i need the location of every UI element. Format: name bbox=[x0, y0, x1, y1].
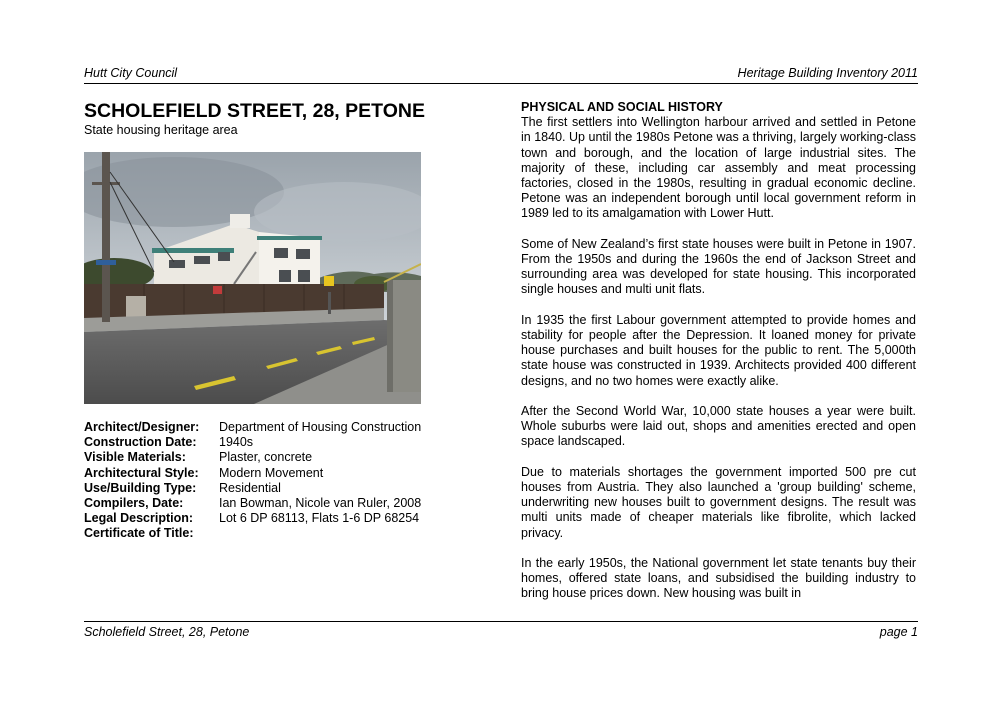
detail-value: Modern Movement bbox=[219, 465, 324, 480]
page-number: page 1 bbox=[879, 625, 918, 639]
footer-address: Scholefield Street, 28, Petone bbox=[84, 625, 250, 639]
page-footer bbox=[84, 621, 918, 642]
detail-use-type bbox=[84, 481, 421, 496]
detail-value: 1940s bbox=[219, 435, 254, 450]
detail-construction-date bbox=[84, 435, 421, 450]
detail-label: Architectural Style: bbox=[84, 465, 199, 480]
building-photo bbox=[84, 152, 421, 404]
detail-materials bbox=[84, 450, 421, 465]
detail-label: Certificate of Title: bbox=[84, 526, 194, 541]
detail-value: Plaster, concrete bbox=[219, 450, 313, 465]
header-document-title: Heritage Building Inventory 2011 bbox=[737, 66, 918, 80]
history-paragraph: Due to materials shortages the government imported 500 pre cut houses from Austria. They also launched a 'group building' scheme, underwriting new houses built to government designs. The result was multi units made of cheaper materials like fibrolite, which lacked privacy. bbox=[521, 464, 916, 540]
history-section bbox=[521, 100, 916, 617]
detail-label: Compilers, Date: bbox=[84, 496, 184, 511]
detail-certificate-of-title bbox=[84, 526, 421, 541]
detail-architect bbox=[84, 420, 421, 435]
detail-value: Department of Housing Construction bbox=[219, 420, 422, 434]
header-organisation: Hutt City Council bbox=[84, 66, 178, 80]
history-paragraph: Some of New Zealand’s first state houses were built in Petone in 1907. From the 1950s and during the 1960s the end of Jackson Street and surrounding area was developed for state housing. This incorporated single houses and multi unit flats. bbox=[521, 236, 916, 297]
detail-compilers bbox=[84, 496, 421, 511]
page-subtitle: State housing heritage area bbox=[84, 123, 238, 137]
history-paragraph: The first settlers into Wellington harbour arrived and settled in Petone in 1840. Up until the 1980s Petone was a thriving, largely working-class town and borough, and the location of large industrial sites. The majority of these, including car assembly and meat processing factories, closed in the 1980s, resulting in gradual economic decline. Petone was an independent borough until local government reform in 1989 led to its amalgamation with Lower Hutt. bbox=[521, 115, 916, 221]
detail-value: Ian Bowman, Nicole van Ruler, 2008 bbox=[219, 496, 422, 511]
detail-label: Construction Date: bbox=[84, 435, 197, 450]
detail-label: Architect/Designer: bbox=[84, 420, 200, 434]
page-header bbox=[84, 66, 918, 84]
history-paragraph: In the early 1950s, the National government let state tenants buy their homes, offered state loans, and subsidised the building industry to bring house prices down. New housing was built in bbox=[521, 556, 916, 601]
building-details bbox=[84, 420, 421, 542]
page-title: SCHOLEFIELD STREET, 28, PETONE bbox=[84, 100, 425, 122]
history-paragraph: After the Second World War, 10,000 state houses a year were built. Whole suburbs were laid out, shops and amenities erected and open space landscaped. bbox=[521, 404, 916, 449]
detail-label: Legal Description: bbox=[84, 511, 194, 526]
detail-label: Use/Building Type: bbox=[84, 480, 197, 495]
detail-style bbox=[84, 466, 421, 481]
detail-legal-description bbox=[84, 511, 421, 526]
detail-value: Residential bbox=[219, 480, 281, 495]
detail-label: Visible Materials: bbox=[84, 450, 186, 465]
history-heading: PHYSICAL AND SOCIAL HISTORY bbox=[521, 100, 723, 114]
history-paragraph: In 1935 the first Labour government attempted to provide homes and stability for people after the Depression. It loaned money for private house purchases and built houses for the public to rent. The 5,000th state house was constructed in 1939. Architects provided 400 different designs, and no two homes were exactly alike. bbox=[521, 312, 916, 388]
detail-value: Lot 6 DP 68113, Flats 1-6 DP 68254 bbox=[219, 511, 420, 526]
